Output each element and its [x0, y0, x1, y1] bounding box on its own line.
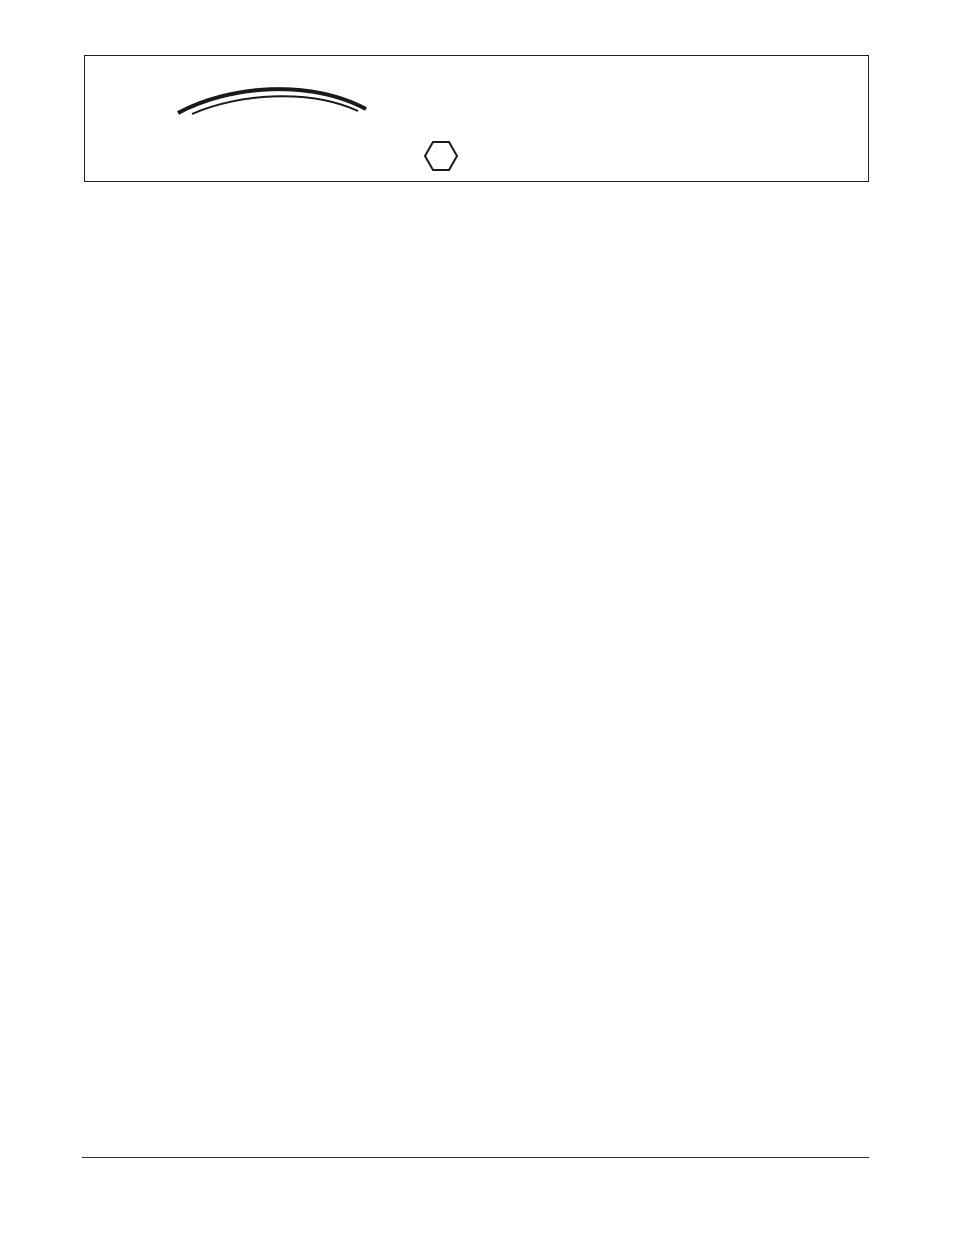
footer-page-info — [859, 1164, 869, 1178]
parts-row — [82, 325, 620, 341]
parts-row — [82, 278, 620, 294]
atex-ex-icon — [424, 141, 458, 171]
footer-divider — [82, 1157, 869, 1158]
parts-row — [82, 294, 620, 310]
logo-swoosh-icon — [170, 83, 370, 123]
parts-row — [82, 263, 620, 279]
parts-list — [82, 247, 620, 340]
parts-row — [82, 247, 620, 263]
parts-row — [82, 309, 620, 325]
